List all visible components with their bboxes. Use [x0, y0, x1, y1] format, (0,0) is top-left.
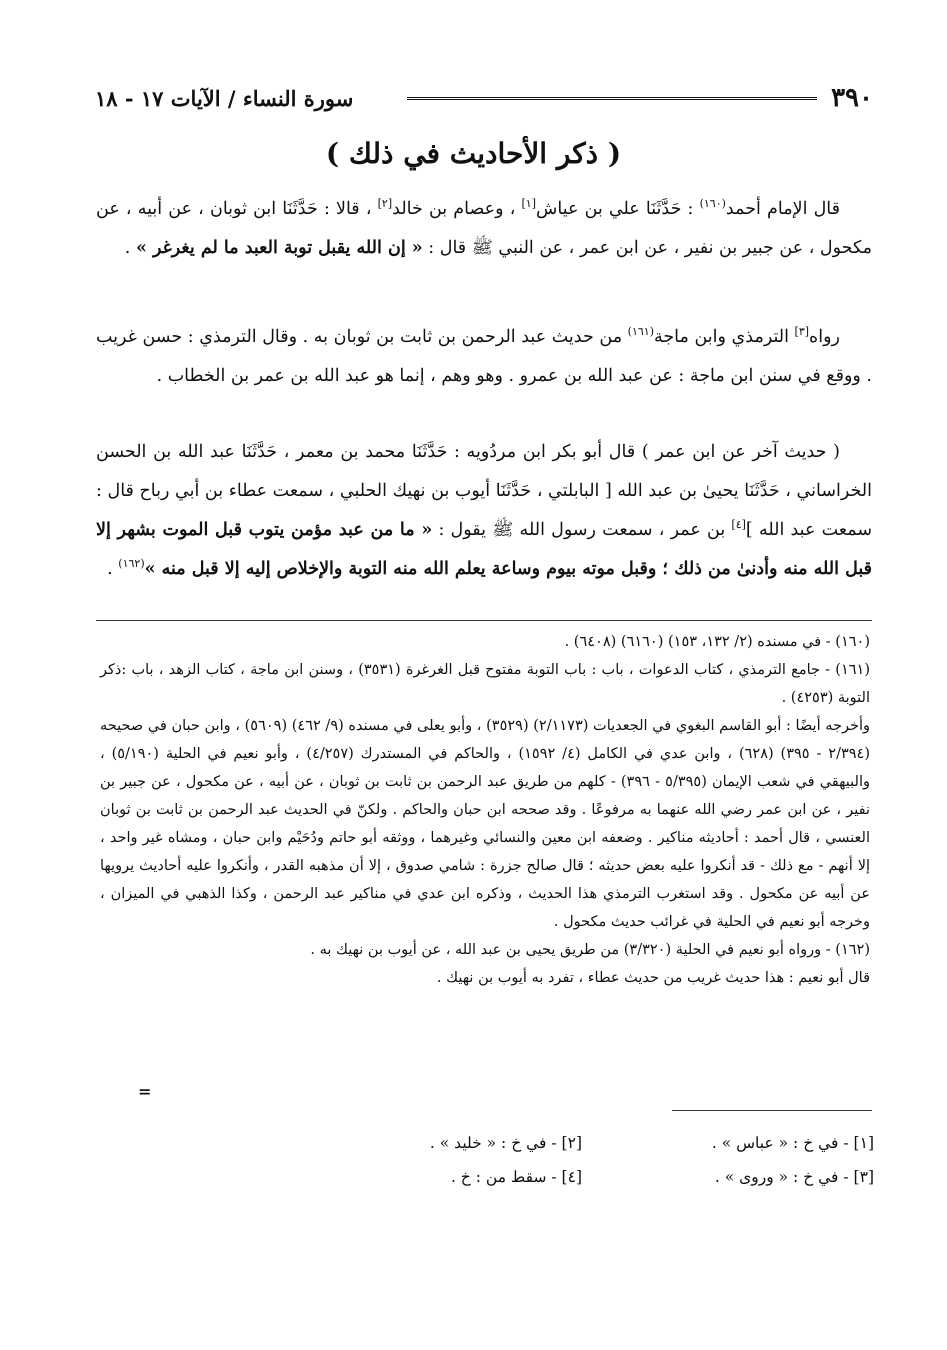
continuation-mark: =: [138, 1082, 152, 1101]
note-160: (١٦٠) - في مسنده (٢/ ١٣٢، ١٥٣) (٦١٦٠) (٦٤٠٨) .: [564, 634, 870, 650]
footnote-1: [١] - في خ : « عباس » .: [711, 1134, 874, 1152]
header-rule: [407, 97, 817, 100]
hadith-text: « إن الله يقبل توبة العبد ما لم يغرغر »: [135, 238, 423, 258]
footnote-ref: (١٦١): [627, 325, 654, 339]
footnotes-divider: [672, 1110, 872, 1111]
footnote-4: [٤] - سقط من : خ .: [450, 1168, 582, 1186]
paragraph-ahmad-narration: قال الإمام أحمد$^{(١٦٠)}$ : حَدَّثَنَا علي بن عياش[١] ، وعصام بن خالد[٢] ، قالا : حَدَّثَنَا ابن ثوبان ، عن أبيه ، عن مكحول ، عن جبير بن نفير ، عن ابن عمر ، عن النبي ﷺ قال : « إن الله يقبل توبة العبد ما لم يغرغر » .: [96, 197, 872, 258]
editor-notes: [100, 628, 870, 992]
note-162: (١٦٢) - ورواه أبو نعيم في الحلية (٣/٣٢٠) من طريق يحيى بن عبد الله ، عن أيوب بن نهيك به .: [310, 942, 870, 958]
footnote-ref: (١٦٠): [699, 197, 726, 211]
running-title: سورة النساء / الآيات ١٧ - ١٨: [95, 85, 354, 111]
page-header: [95, 80, 873, 116]
page-number: ٣٩٠: [831, 83, 873, 113]
hadith-text: « ما من عبد مؤمن يتوب قبل الموت بشهر إلا قبل الله منه وأدنىٰ من ذلك ؛ وقبل موته بيوم وساعة يعلم الله منه التوبة والإخلاص إليه إلا قبل منه »: [96, 520, 872, 579]
footnote-3: [٣] - في خ : « وروى » .: [714, 1168, 874, 1186]
footnote-ref: [١]: [521, 197, 537, 211]
footnote-ref: (١٦٢): [118, 557, 145, 571]
paragraph-tirmidhi-narration: رواه[٣] الترمذي وابن ماجة$^{(١٦١)}$ من حديث عبد الرحمن بن ثابت بن ثوبان به . وقال الترمذي : حسن غريب . ووقع في سنن ابن ماجة : عن عبد الله بن عمرو . وهو وهم ، إنما هو عبد الله بن عمر بن الخطاب .: [96, 325, 872, 386]
footnote-ref: [٣]: [794, 325, 810, 339]
manuscript-footnotes: [290, 1126, 874, 1194]
note-161: (١٦١) - جامع الترمذي ، كتاب الدعوات ، باب : باب التوبة مفتوح قبل الغرغرة (٣٥٣١) ، وسنن ابن ماجة ، كتاب الزهد ، باب :ذكر التوبة (٤٢٥٣) .: [100, 662, 871, 706]
note-162-extended: قال أبو نعيم : هذا حديث غريب من حديث عطاء ، تفرد به أيوب بن نهيك .: [436, 970, 870, 986]
footnote-ref: [٤]: [731, 518, 746, 532]
footnote-2: [٢] - في خ : « خليد » .: [429, 1134, 582, 1152]
section-title: ( ذكر الأحاديث في ذلك ): [325, 137, 622, 170]
notes-divider: [96, 620, 872, 621]
paragraph-another-hadith: ( حديث آخر عن ابن عمر ) قال أبو بكر ابن مردُويه : حَدَّثَنَا محمد بن معمر ، حَدَّثَنَا عبد الله بن الحسن الخراساني ، حَدَّثَنَا يحيىٰ بن عبد الله [ البابلتي ، حَدَّثَنَا أيوب بن نهيك الحلبي ، سمعت عطاء بن أبي رباح قال : سمعت عبد الله ][٤] بن عمر ، سمعت رسول الله ﷺ يقول : « ما من عبد مؤمن يتوب قبل الموت بشهر إلا قبل الله منه وأدنىٰ من ذلك ؛ وقبل موته بيوم وساعة يعلم الله منه التوبة والإخلاص إليه إلا قبل منه »$^{(١٦٢)}$ .: [96, 442, 873, 579]
footnote-ref: [٢]: [377, 197, 393, 211]
note-161-extended: وأخرجه أيضًا : أبو القاسم البغوي في الجعديات (٢/١١٧٣) (٣٥٢٩) ، وأبو يعلى في مسنده (٩/ ٤٦٢) (٥٦٠٩) ، وابن حبان في صحيحه (٢/٣٩٤ - ٣٩٥) (٦٢٨) ، وابن عدي في الكامل (٤/ ١٥٩٢) ، والحاكم في المستدرك (٤/٢٥٧) ، وأبو نعيم في الحلية (٥/١٩٠) ، والبيهقي في شعب الإيمان (٥/٣٩٥ - ٣٩٦) - كلهم من طريق عبد الرحمن بن ثابت بن ثوبان ، عن أبيه ، عن مكحول ، عن جبير بن نفير ، عن ابن عمر رضي الله عنهما به مرفوعًا . وقد صححه ابن حبان والحاكم . ولكنّ في الحديث عبد الرحمن بن ثابت بن ثوبان العنسي ، قال أحمد : أحاديثه مناكير . وضعفه ابن معين والنسائي وغيرهما ، ووثقه أبو حاتم ودُحَيْم وابن حبان ، ومشاه غير واحد ، إلا أنهم - مع ذلك - قد أنكروا عليه بعض حديثه ؛ قال صالح جزرة : شامي صدوق ، إلا أن مذهبه القدر ، وأنكروا عليه أحاديث يرويها عن أبيه عن مكحول . وقد استغرب الترمذي هذا الحديث ، وذكره ابن عدي في مناكير عبد الرحمن ، وكذا الذهبي في الميزان ، وخرجه أبو نعيم في الحلية في غرائب حديث مكحول .: [100, 718, 871, 930]
